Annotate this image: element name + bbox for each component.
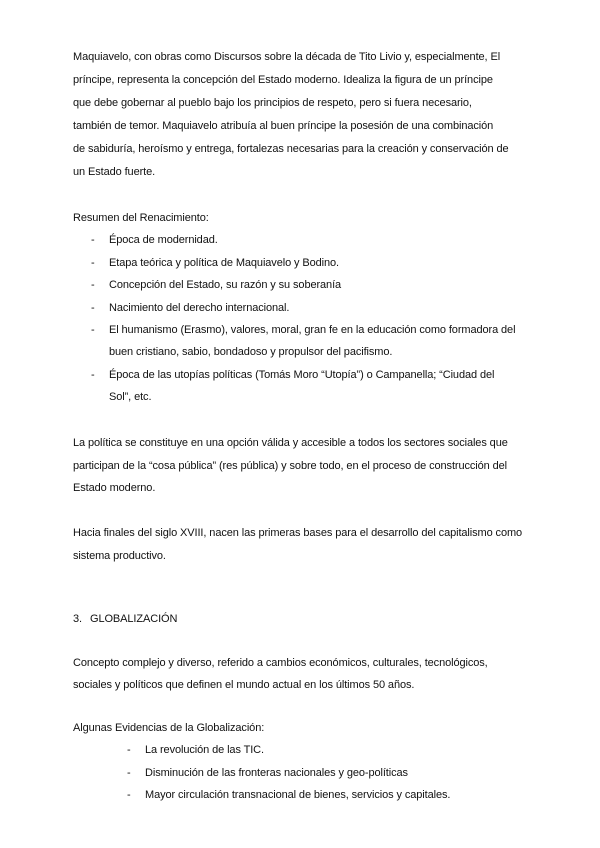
bullet-dash: - (91, 234, 95, 246)
bullet-dash: - (127, 767, 131, 779)
list-item-continuation: buen cristiano, sabio, bondadoso y propulsor del pacifismo. (109, 346, 393, 358)
text-line: también de temor. Maquiavelo atribuía al buen príncipe la posesión de una combinación (73, 120, 494, 132)
bullet-dash: - (127, 744, 131, 756)
list-item: Mayor circulación transnacional de bienes, servicios y capitales. (145, 789, 451, 801)
bullet-dash: - (91, 302, 95, 314)
list-item-continuation: Sol”, etc. (109, 391, 152, 403)
list-item: Nacimiento del derecho internacional. (109, 302, 290, 314)
text-line: Estado moderno. (73, 482, 156, 494)
list-item: Etapa teórica y política de Maquiavelo y Bodino. (109, 257, 340, 269)
text-line: participan de la “cosa pública” (res pública) y sobre todo, en el proceso de construcción del (73, 460, 507, 472)
text-line: Hacia finales del siglo XVIII, nacen las primeras bases para el desarrollo del capitalismo como (73, 527, 523, 539)
text-line: de sabiduría, heroísmo y entrega, fortalezas necesarias para la creación y conservación de (73, 143, 509, 155)
text-line: sociales y políticos que definen el mundo actual en los últimos 50 años. (73, 679, 415, 691)
text-line: Concepto complejo y diverso, referido a cambios económicos, culturales, tecnológicos, (73, 657, 488, 669)
list-item: La revolución de las TIC. (145, 744, 264, 756)
section-title: GLOBALIZACIÓN (90, 613, 178, 625)
bullet-dash: - (91, 279, 95, 291)
bullet-dash: - (91, 369, 95, 381)
bullet-dash: - (91, 257, 95, 269)
list-item: Época de las utopías políticas (Tomás Moro “Utopía”) o Campanella; “Ciudad del (109, 369, 495, 381)
bullet-dash: - (127, 789, 131, 801)
list-item: El humanismo (Erasmo), valores, moral, gran fe en la educación como formadora del (109, 324, 516, 336)
list-item: Época de modernidad. (109, 234, 218, 246)
text-line: sistema productivo. (73, 550, 166, 562)
renacimiento-heading: Resumen del Renacimiento: (73, 212, 209, 224)
list-item: Disminución de las fronteras nacionales y geo-políticas (145, 767, 408, 779)
text-line: La política se constituye en una opción válida y accesible a todos los sectores sociales que (73, 437, 508, 449)
text-line: un Estado fuerte. (73, 166, 156, 178)
text-line: que debe gobernar al pueblo bajo los principios de respeto, pero si fuera necesario, (73, 97, 472, 109)
list-item: Concepción del Estado, su razón y su soberanía (109, 279, 342, 291)
section-number: 3. (73, 613, 82, 625)
text-line: Maquiavelo, con obras como Discursos sobre la década de Tito Livio y, especialmente, El (73, 51, 501, 63)
evidencias-heading: Algunas Evidencias de la Globalización: (73, 722, 265, 734)
text-line: príncipe, representa la concepción del Estado moderno. Idealiza la figura de un príncipe (73, 74, 493, 86)
bullet-dash: - (91, 324, 95, 336)
